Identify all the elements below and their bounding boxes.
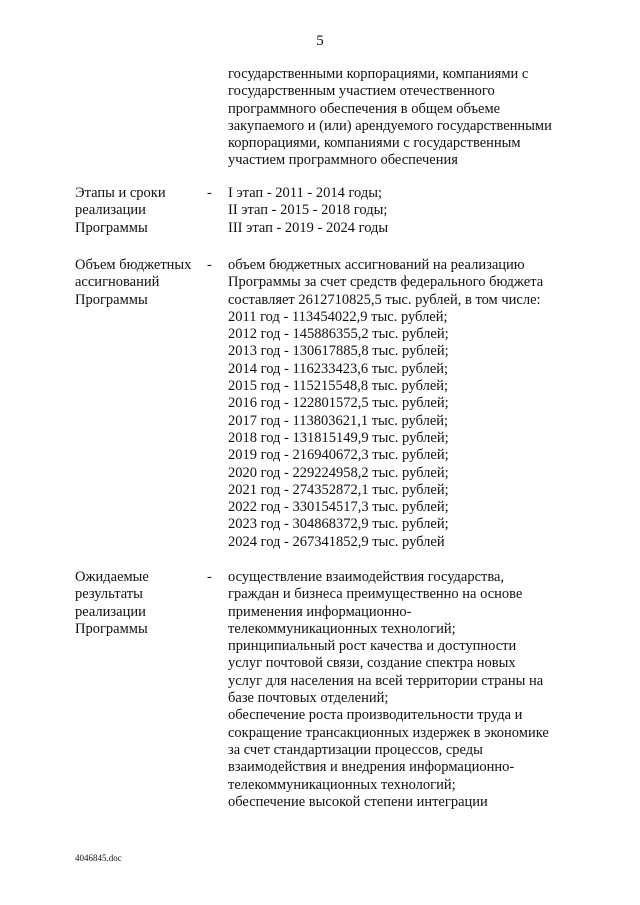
content-line: за счет стандартизации процессов, среды bbox=[228, 741, 483, 758]
intro-paragraph bbox=[228, 66, 552, 170]
content-line: обеспечение роста производительности труда и bbox=[228, 707, 523, 724]
label-line: Программы bbox=[75, 219, 148, 236]
intro-line: государственными корпорациями, компаниями с bbox=[228, 66, 529, 82]
page-number: 5 bbox=[316, 33, 324, 49]
content-line: применения информационно- bbox=[228, 603, 412, 620]
content-line: I этап - 2011 - 2014 годы; bbox=[228, 185, 383, 201]
section-dash: - bbox=[207, 185, 212, 201]
intro-line: корпорациями, компаниями с государственным bbox=[228, 135, 521, 152]
content-line: 2023 год - 304868372,9 тыс. рублей; bbox=[228, 516, 449, 533]
content-line: осуществление взаимодействия государства, bbox=[228, 569, 505, 585]
content-line: телекоммуникационных технологий; bbox=[228, 620, 456, 637]
content-line: 2016 год - 122801572,5 тыс. рублей; bbox=[228, 395, 449, 412]
content-line: базе почтовых отделений; bbox=[228, 690, 389, 707]
content-line: услуг для населения на всей территории страны на bbox=[228, 672, 544, 689]
content-line: 2011 год - 113454022,9 тыс. рублей; bbox=[228, 308, 448, 325]
label-line: Программы bbox=[75, 291, 148, 308]
content-line: 2012 год - 145886355,2 тыс. рублей; bbox=[228, 326, 449, 343]
section-dash: - bbox=[207, 569, 212, 585]
section-label bbox=[75, 569, 149, 638]
content-line: 2015 год - 115215548,8 тыс. рублей; bbox=[228, 378, 449, 395]
label-line: реализации bbox=[75, 603, 146, 620]
content-line: 2017 год - 113803621,1 тыс. рублей; bbox=[228, 412, 449, 429]
label-line: ассигнований bbox=[75, 274, 160, 291]
section-dash: - bbox=[207, 257, 212, 273]
content-line: 2014 год - 116233423,6 тыс. рублей; bbox=[228, 360, 449, 377]
intro-line: закупаемого и (или) арендуемого государственными bbox=[228, 117, 552, 134]
content-line: 2020 год - 229224958,2 тыс. рублей; bbox=[228, 464, 449, 481]
content-line: 2022 год - 330154517,3 тыс. рублей; bbox=[228, 499, 449, 516]
label-line: Ожидаемые bbox=[75, 569, 149, 585]
content-line: Программы за счет средств федерального бюджета bbox=[228, 274, 544, 291]
section-content bbox=[228, 185, 388, 237]
content-line: 2019 год - 216940672,3 тыс. рублей; bbox=[228, 447, 449, 464]
content-line: объем бюджетных ассигнований на реализацию bbox=[228, 257, 525, 273]
content-line: телекоммуникационных технологий; bbox=[228, 776, 456, 793]
content-line: III этап - 2019 - 2024 годы bbox=[228, 219, 389, 236]
content-line: составляет 2612710825,5 тыс. рублей, в том числе: bbox=[228, 291, 541, 308]
content-line: II этап - 2015 - 2018 годы; bbox=[228, 202, 388, 219]
label-line: Этапы и сроки bbox=[75, 185, 166, 201]
label-line: результаты bbox=[75, 586, 143, 603]
section-label bbox=[75, 185, 166, 237]
content-line: принципиальный рост качества и доступности bbox=[228, 638, 517, 655]
content-line: сокращение трансакционных издержек в экономике bbox=[228, 724, 549, 741]
content-line: 2013 год - 130617885,8 тыс. рублей; bbox=[228, 343, 449, 360]
section-content bbox=[228, 257, 543, 551]
label-line: реализации bbox=[75, 202, 146, 219]
intro-line: государственным участием отечественного bbox=[228, 83, 495, 100]
label-line: Объем бюджетных bbox=[75, 257, 192, 273]
content-line: граждан и бизнеса преимущественно на основе bbox=[228, 586, 523, 603]
content-line: обеспечение высокой степени интеграции bbox=[228, 793, 488, 810]
section-label bbox=[75, 257, 191, 309]
intro-line: программного обеспечения в общем объеме bbox=[228, 100, 501, 117]
content-line: 2018 год - 131815149,9 тыс. рублей; bbox=[228, 429, 449, 446]
content-line: взаимодействия и внедрения информационно- bbox=[228, 759, 515, 776]
document-file-code: 4046845.doc bbox=[75, 853, 122, 863]
content-line: 2021 год - 274352872,1 тыс. рублей; bbox=[228, 481, 449, 498]
section-content bbox=[228, 569, 549, 811]
intro-line: участием программного обеспечения bbox=[228, 152, 458, 169]
content-line: услуг почтовой связи, создание спектра новых bbox=[228, 655, 516, 672]
label-line: Программы bbox=[75, 620, 148, 637]
content-line: 2024 год - 267341852,9 тыс. рублей bbox=[228, 533, 445, 550]
